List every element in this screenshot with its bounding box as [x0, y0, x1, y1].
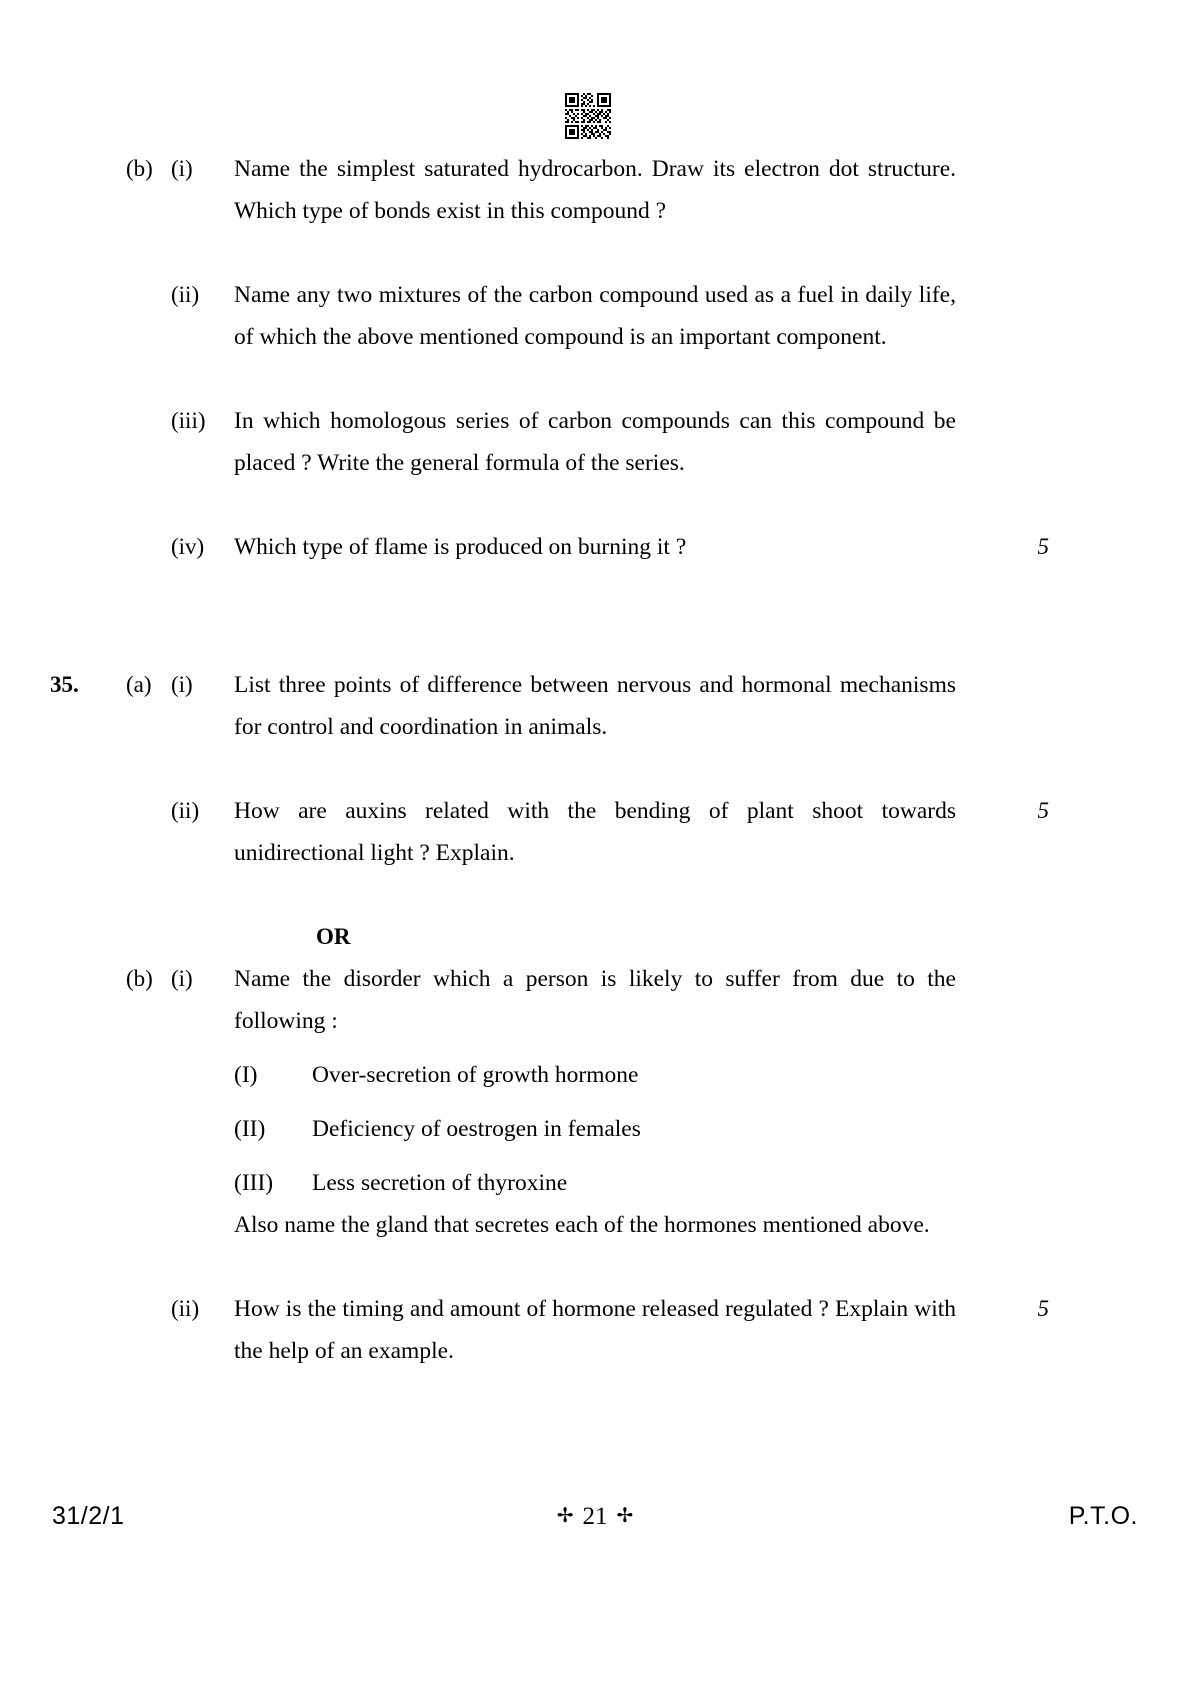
- question-part-label: (i): [171, 156, 193, 181]
- question-part-label: (ii): [171, 798, 200, 823]
- question-part-label: (i): [171, 966, 193, 991]
- page-footer: [0, 1502, 1190, 1531]
- sub-item-text: Less secretion of thyroxine: [312, 1170, 568, 1196]
- question-marks: 5: [1037, 798, 1049, 823]
- sub-item: [234, 1162, 956, 1204]
- or-separator: [0, 916, 1190, 958]
- spacer: [0, 484, 1190, 526]
- page-number: [397, 1503, 794, 1531]
- question-row: [0, 400, 1190, 484]
- decoration-icon: ✢: [556, 1504, 574, 1527]
- question-row: [0, 274, 1190, 358]
- sub-item-text: Deficiency of oestrogen in females: [312, 1116, 641, 1142]
- spacer: [0, 748, 1190, 790]
- question-part-text: Which type of flame is produced on burning it ?: [234, 534, 687, 560]
- question-content: [0, 148, 1190, 1372]
- spacer: [0, 358, 1190, 400]
- question-alpha-label: (a): [126, 672, 152, 697]
- question-part-text: Name any two mixtures of the carbon compound used as a fuel in daily life, of which the above mentioned compound is an important component.: [234, 282, 956, 350]
- question-part-label: (ii): [171, 282, 200, 307]
- question-part-label: (iv): [171, 534, 205, 559]
- spacer: [0, 232, 1190, 274]
- question-part-text: How is the timing and amount of hormone released regulated ? Explain with the help of an example.: [234, 1296, 956, 1364]
- question-number: 35.: [50, 672, 79, 697]
- sub-item: [234, 1108, 956, 1150]
- page-number-value: 21: [582, 1502, 608, 1530]
- question-alpha-label: (b): [126, 966, 153, 991]
- question-row: [0, 1288, 1190, 1372]
- sub-item-label: (II): [234, 1116, 266, 1142]
- question-part-label: (iii): [171, 408, 206, 433]
- or-label: OR: [316, 924, 351, 949]
- spacer: [234, 1042, 956, 1054]
- sub-item-label: (I): [234, 1062, 258, 1088]
- question-row: [0, 148, 1190, 232]
- question-marks: 5: [1037, 534, 1049, 559]
- question-part-text: Name the simplest saturated hydrocarbon. Draw its electron dot structure. Which type of bonds exist in this compound ?: [234, 156, 956, 224]
- spacer: [234, 1150, 956, 1162]
- paper-code: 31/2/1: [52, 1502, 125, 1530]
- pto-note: P.T.O.: [1068, 1502, 1138, 1530]
- decoration-icon: ✢: [616, 1504, 634, 1527]
- question-alpha-label: (b): [126, 156, 153, 181]
- question-part-intro: Name the disorder which a person is likely to suffer from due to the following :: [234, 966, 956, 1034]
- question-part-label: (i): [171, 672, 193, 697]
- question-part-text: List three points of difference between nervous and hormonal mechanisms for control and coordination in animals.: [234, 672, 956, 740]
- spacer: [0, 1246, 1190, 1288]
- question-row: [0, 526, 1190, 568]
- question-part-label: (ii): [171, 1296, 200, 1321]
- question-part-closing: Also name the gland that secretes each of the hormones mentioned above.: [234, 1212, 930, 1238]
- question-part-text: How are auxins related with the bending of plant shoot towards unidirectional light ? Explain.: [234, 798, 956, 866]
- spacer: [0, 874, 1190, 916]
- question-row: [0, 958, 1190, 1246]
- sub-item: [234, 1054, 956, 1096]
- question-row: [0, 664, 1190, 748]
- question-part-text: [234, 958, 956, 1246]
- spacer: [234, 1096, 956, 1108]
- sub-item-label: (III): [234, 1170, 274, 1196]
- qr-code: [565, 93, 611, 139]
- section-spacer: [0, 568, 1190, 664]
- question-row: [0, 790, 1190, 874]
- sub-item-text: Over-secretion of growth hormone: [312, 1062, 639, 1088]
- question-part-text: In which homologous series of carbon compounds can this compound be placed ? Write the general formula of the series.: [234, 408, 956, 476]
- question-marks: 5: [1037, 1296, 1049, 1321]
